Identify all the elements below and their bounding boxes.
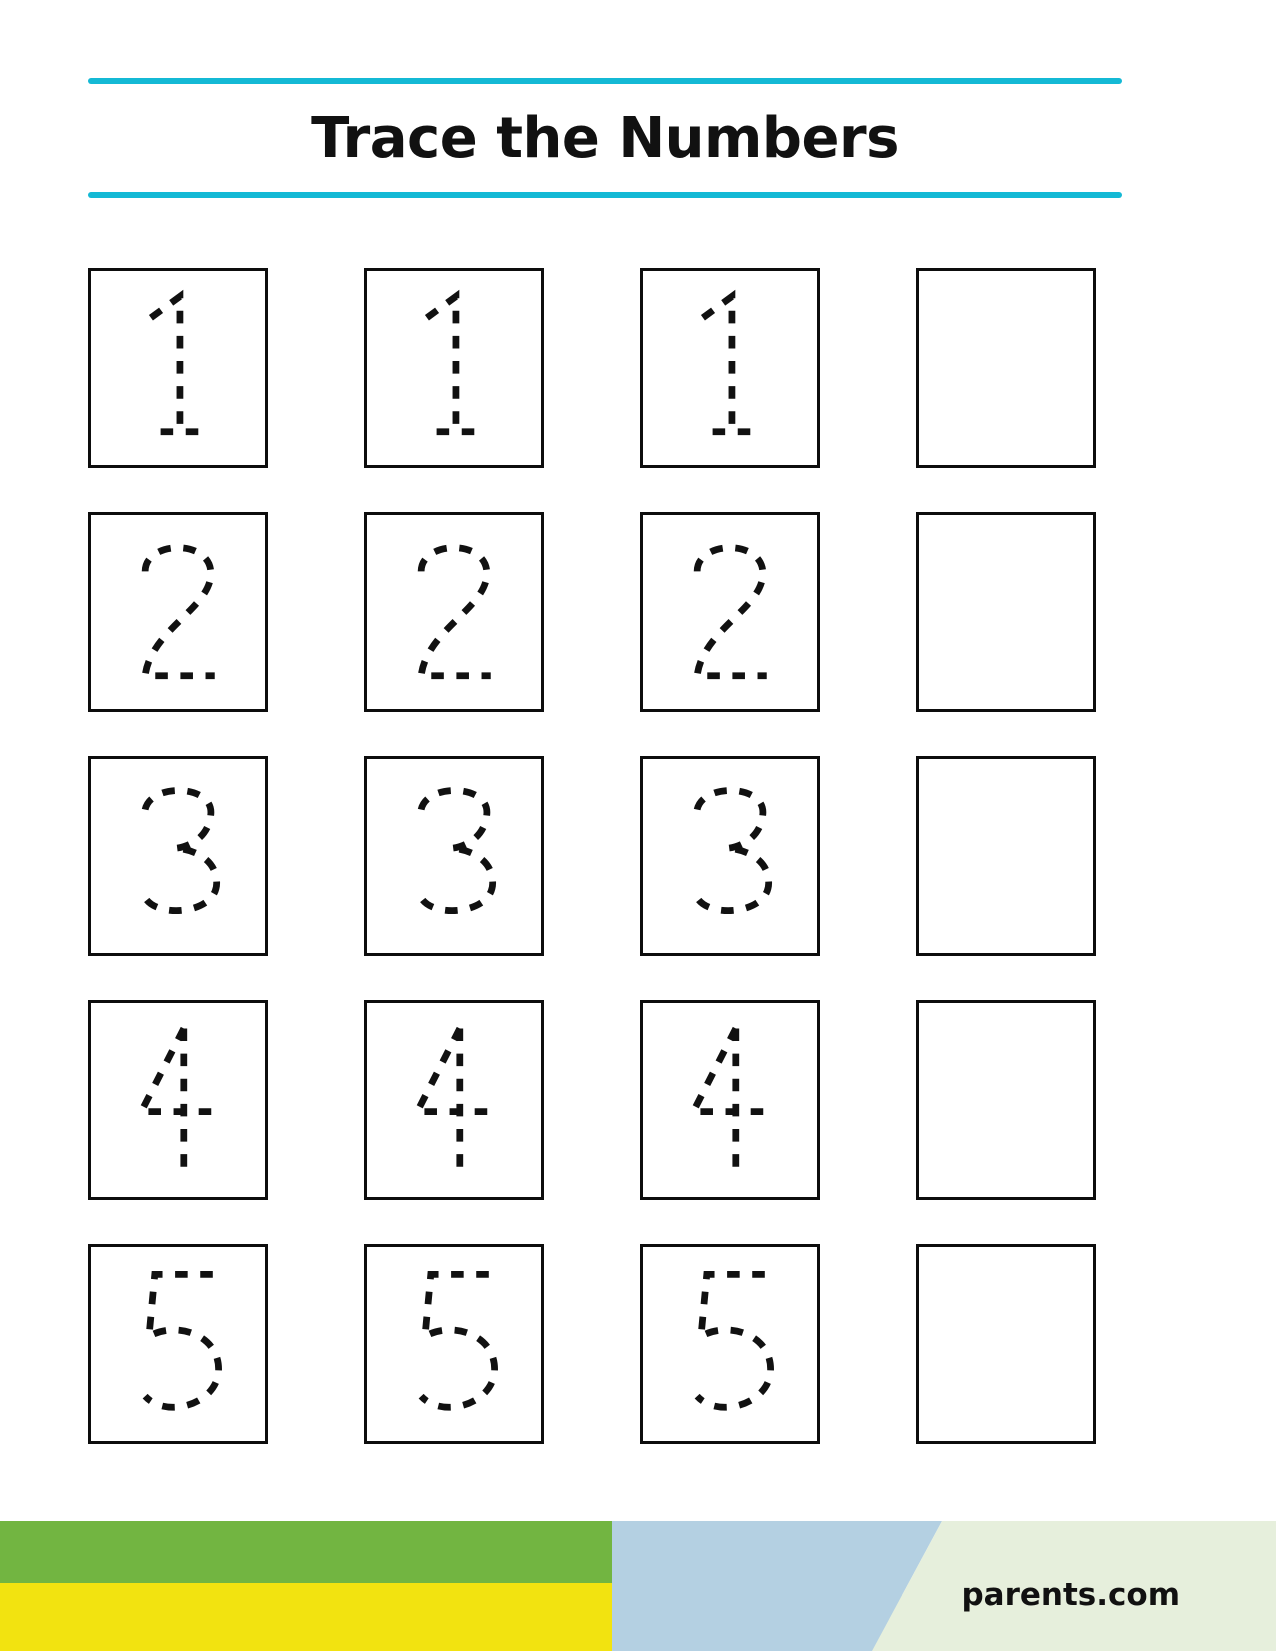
trace-cell-1-1[interactable] [88,268,268,468]
trace-cell-5-2[interactable] [364,1244,544,1444]
trace-path [151,296,199,431]
number-5-glyph [643,1247,817,1441]
number-2-glyph [91,515,265,709]
trace-cell-1-2[interactable] [364,268,544,468]
practice-cell-4-4[interactable] [916,1000,1096,1200]
number-4-glyph [367,1003,541,1197]
number-1-glyph [91,271,265,465]
trace-path [697,1274,770,1407]
practice-cell-3-4[interactable] [916,756,1096,956]
trace-path [143,790,216,910]
practice-cell-1-4[interactable] [916,268,1096,468]
tracing-grid [88,268,1128,1444]
trace-cell-4-3[interactable] [640,1000,820,1200]
number-5-glyph [91,1247,265,1441]
footer-yellow-band [0,1583,612,1651]
trace-cell-2-3[interactable] [640,512,820,712]
trace-cell-2-2[interactable] [364,512,544,712]
trace-cell-1-3[interactable] [640,268,820,468]
practice-cell-5-4[interactable] [916,1244,1096,1444]
trace-path [695,790,768,910]
footer-blue-band [612,1521,902,1651]
footer-green-band [0,1521,612,1583]
trace-path [145,548,215,676]
practice-cell-2-4[interactable] [916,512,1096,712]
number-3-glyph [367,759,541,953]
number-4-glyph [91,1003,265,1197]
page-title: Trace the Numbers [311,106,899,171]
trace-path [703,296,751,431]
trace-cell-4-1[interactable] [88,1000,268,1200]
trace-path [145,1274,218,1407]
trace-path [427,296,475,431]
trace-cell-2-1[interactable] [88,512,268,712]
number-5-glyph [367,1247,541,1441]
trace-cell-3-1[interactable] [88,756,268,956]
header-rule-bottom [88,192,1122,198]
page-footer [0,1491,1276,1651]
number-3-glyph [643,759,817,953]
trace-cell-3-3[interactable] [640,756,820,956]
number-1-glyph [367,271,541,465]
worksheet-header [88,78,1122,198]
number-2-glyph [643,515,817,709]
trace-path [419,790,492,910]
trace-path [421,548,491,676]
trace-cell-4-2[interactable] [364,1000,544,1200]
number-4-glyph [643,1003,817,1197]
trace-path [693,1028,770,1169]
number-2-glyph [367,515,541,709]
brand-label: parents.com [961,1577,1180,1613]
trace-cell-5-3[interactable] [640,1244,820,1444]
number-3-glyph [91,759,265,953]
trace-path [697,548,767,676]
trace-path [141,1028,218,1169]
trace-cell-3-2[interactable] [364,756,544,956]
number-1-glyph [643,271,817,465]
trace-path [421,1274,494,1407]
trace-path [417,1028,494,1169]
trace-cell-5-1[interactable] [88,1244,268,1444]
